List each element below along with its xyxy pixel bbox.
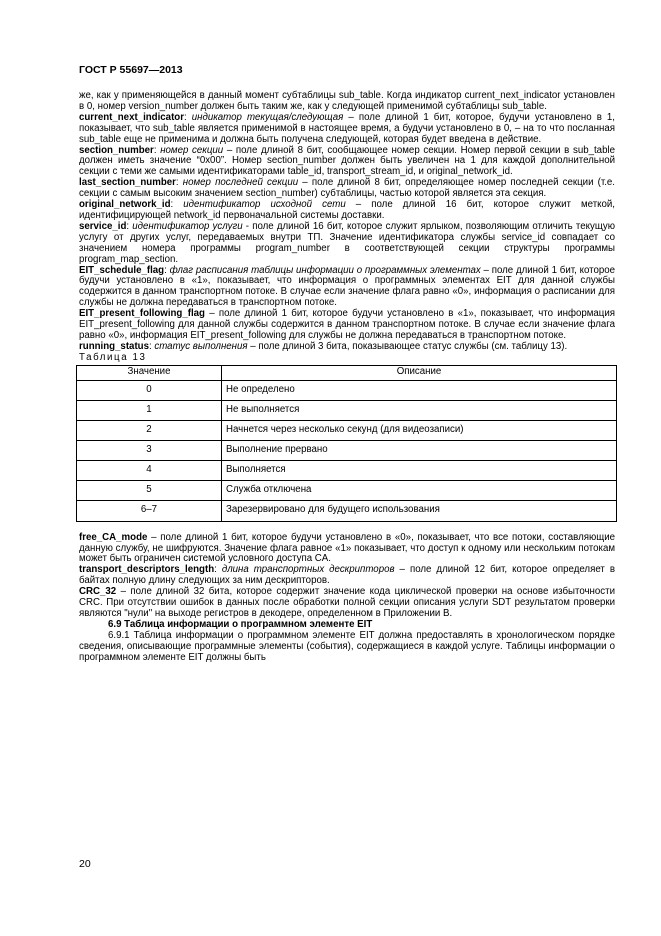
field-current-next-indicator: current_next_indicator: индикатор текущая/следующая – поле длиной 1 бит, которое, будучи установлено в 1, показывает, что sub_table является применимой в настоящее время, а будучи установлено в 0, – на то что посланная sub_table еще не применима и должна быть получена следующей, которая будет введена в действие. bbox=[79, 111, 615, 145]
column-header-description: Описание bbox=[222, 365, 617, 380]
table-row bbox=[77, 420, 617, 440]
paragraph-intro: же, как у применяющейся в данный момент субтаблицы sub_table. Когда индикатор current_next_indicator установлен в 0, номер version_number должен быть таким же, как у следующей применимой субтаблицы sub_table. bbox=[79, 90, 615, 112]
field-title: номер последней секции bbox=[182, 177, 299, 189]
table-caption: Таблица 13 bbox=[79, 351, 147, 363]
field-eit-schedule-flag: EIT_schedule_flag: флаг расписания таблицы информации о программных элементах – поле длиной 1 бит, которое будучи установлено в «1», показывает, что информация о программных элементах EIT для данной службы содержится в данном транспортном потоке. В случае если значение флага равно «0», информация о расписании для службы не должна передаваться в транспортном потоке. bbox=[79, 264, 615, 309]
table-row bbox=[77, 460, 617, 480]
field-title: статус выполнения bbox=[154, 340, 248, 352]
field-last-section-number: last_section_number: номер последней секции – поле длиной 8 бит, определяющее номер последней секции (т.е. секции с самым высоким значением section_number) субтаблицы, частью которой является эта секция. bbox=[79, 177, 616, 200]
table-row bbox=[77, 400, 617, 420]
field-title: идентификатор услуги bbox=[132, 220, 243, 232]
cell-value: 2 bbox=[77, 420, 222, 440]
cell-description: Зарезервировано для будущего использования bbox=[222, 500, 617, 521]
field-name: transport_descriptors_length bbox=[79, 564, 215, 576]
section-paragraph: 6.9.1 Таблица информации о программном элементе EIT должна предоставлять в хронологическом порядке сведения, описывающие программные элементы (события), содержащиеся в каждой услуге. Таблицы информации о программном элементе EIT должны быть bbox=[79, 629, 615, 663]
field-description: – поле длиной 32 бита, которое содержит значение кода циклической проверки на основе избыточности CRC. При отсутствии ошибок в данных после обработки полной секции описания услуги SDT результатом проверки являются "нули" на выходе регистров в декодере, определенном в Приложении В. bbox=[79, 586, 615, 619]
field-title: идентификатор исходной сети bbox=[183, 199, 346, 211]
cell-description: Выполняется bbox=[222, 460, 617, 480]
field-title: длина транспортных дескрипторов bbox=[221, 564, 395, 576]
table-row bbox=[77, 380, 617, 400]
field-description: – поле длиной 1 бит, которое будучи установлено в «1», показывает, что информация о программных элементах EIT для данной службы содержится в данном транспортном потоке. В случае если значение флага равно «0», информация о расписании для службы не должна передаваться в транспортном потоке. bbox=[79, 264, 615, 309]
field-description: – поле длиной 1 бит, которое будучи установлено в «1», показывает, что информация EIT_present_following для данной службы содержится в данном транспортном потоке. В случае если значение флага равно «0», информация EIT_present_following для службы не должна передаваться в транспортном потоке. bbox=[79, 308, 615, 341]
field-name: EIT_present_following_flag bbox=[79, 308, 205, 320]
field-name: last_section_number bbox=[79, 177, 176, 189]
field-description: – поле длиной 1 бит, которое будучи установлено в «0», показывает, что все потоки, составляющие данную службу, не шифруются. Значение флага равное «1» показывает, что доступ к одному или нескольким потокам может быть ограничен системой условного доступа CA. bbox=[79, 531, 615, 565]
field-name: EIT_schedule_flag bbox=[79, 264, 165, 276]
field-description: – поле длиной 3 бита, показывающее статус службы (см. таблицу 13). bbox=[247, 340, 568, 352]
field-section-number: section_number: номер секции – поле длиной 8 бит, сообщающее номер секции. Номер первой секции в sub_table должен иметь значение “0x00”. Номер section_number должен быть увеличен на 1 для каждой дополнительной секции с теми же самыми идентификаторами table_id, transport_stream_id, и original_network_id. bbox=[79, 144, 615, 178]
cell-value: 3 bbox=[77, 440, 222, 460]
field-title: флаг расписания таблицы информации о программных элементах bbox=[169, 264, 481, 276]
field-name: running_status bbox=[79, 340, 149, 352]
cell-description: Служба отключена bbox=[222, 480, 617, 500]
document-header: ГОСТ Р 55697—2013 bbox=[79, 64, 183, 76]
field-name: current_next_indicator bbox=[79, 111, 184, 123]
cell-description: Не выполняется bbox=[222, 400, 617, 420]
cell-value: 6–7 bbox=[77, 500, 222, 521]
table-row bbox=[77, 480, 617, 500]
field-description: – поле длиной 8 бит, определяющее номер последней секции (т.е. секции с самым высоким значением section_number) субтаблицы, частью которой является эта секция. bbox=[79, 177, 616, 200]
document-body bbox=[79, 91, 615, 664]
field-service-id: service_id: идентификатор услуги - поле длиной 16 бит, которое служит ярлыком, позволяющим отличить текущую услугу от других услуг, передаваемых внутри ТП. Значение идентификатора службы service_id совпадает со значением номера программы program_number в соответствующей секции структуры программы program_map_section. bbox=[79, 220, 616, 265]
field-crc-32 bbox=[79, 587, 615, 620]
cell-description: Не определено bbox=[222, 380, 617, 400]
field-original-network-id: original_network_id: идентификатор исходной сети – поле длиной 16 бит, которое служит меткой, идентифицирующей network_id первоначальной системы доставки. bbox=[79, 199, 615, 221]
field-name: CRC_32 bbox=[79, 586, 117, 598]
table-13 bbox=[76, 365, 617, 522]
field-title: номер секции bbox=[160, 144, 224, 156]
field-title: индикатор текущая/следующая bbox=[191, 111, 344, 123]
field-running-status: running_status: статус выполнения – поле длиной 3 бита, показывающее статус службы (см. таблицу 13). bbox=[79, 340, 568, 352]
field-description: – поле длиной 12 бит, которое определяет в байтах полную длину следующих за ним дескрипторов. bbox=[79, 564, 615, 587]
cell-description: Начнется через несколько секунд (для видеозаписи) bbox=[222, 420, 617, 440]
field-description: – поле длиной 16 бит, которое служит меткой, идентифицирующей network_id первоначальной системы доставки. bbox=[79, 199, 615, 221]
field-description: - поле длиной 16 бит, которое служит ярлыком, позволяющим отличить текущую услугу от других услуг, передаваемых внутри ТП. Значение идентификатора службы service_id совпадает со значением номера программы program_number в соответствующей секции структуры программы program_map_section. bbox=[79, 220, 616, 265]
cell-description: Выполнение прервано bbox=[222, 440, 617, 460]
table-header-row bbox=[77, 365, 617, 380]
cell-value: 1 bbox=[77, 400, 222, 420]
field-eit-present-following-flag bbox=[79, 309, 615, 342]
cell-value: 4 bbox=[77, 460, 222, 480]
field-name: free_CA_mode bbox=[79, 531, 148, 543]
field-description: – поле длиной 8 бит, сообщающее номер секции. Номер первой секции в sub_table должен иметь значение “0x00”. Номер section_number должен быть увеличен на 1 для каждой дополнительной секции с теми же самыми идентификаторами table_id, transport_stream_id, и original_network_id. bbox=[79, 144, 615, 178]
field-name: section_number bbox=[79, 144, 154, 156]
cell-value: 5 bbox=[77, 480, 222, 500]
column-header-value: Значение bbox=[77, 365, 222, 380]
field-description: – поле длиной 1 бит, которое, будучи установлено в 1, показывает, что sub_table является применимой в настоящее время, а будучи установлено в 0, – на то что посланная sub_table еще не применима и должна быть получена следующей, которая будет введена в действие. bbox=[79, 111, 615, 145]
cell-value: 0 bbox=[77, 380, 222, 400]
field-name: service_id bbox=[79, 220, 127, 232]
table-row bbox=[77, 500, 617, 521]
table-row bbox=[77, 440, 617, 460]
field-name: original_network_id bbox=[79, 199, 171, 211]
section-heading: 6.9 Таблица информации о программном элементе EIT bbox=[108, 618, 373, 630]
field-transport-descriptors-length: transport_descriptors_length: длина транспортных дескрипторов – поле длиной 12 бит, которое определяет в байтах полную длину следующих за ним дескрипторов. bbox=[79, 564, 615, 587]
field-free-ca-mode bbox=[79, 533, 615, 566]
page-number: 20 bbox=[79, 858, 91, 870]
